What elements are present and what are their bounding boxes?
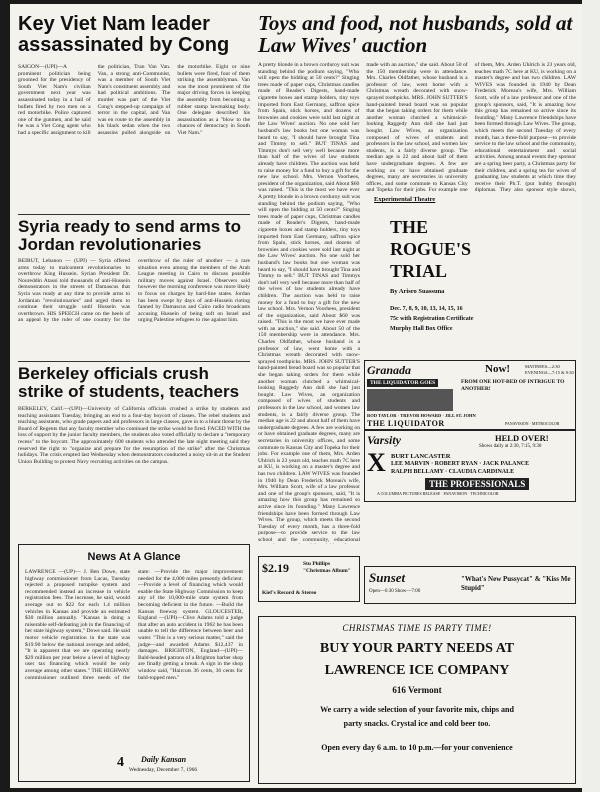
syria-headline: Syria ready to send arms to Jordan revolutionaries [18,217,241,254]
theatre-title-2: ROGUE'S [390,239,472,259]
kiefs-product: Stu Phillips "Christmas Album" [303,561,351,574]
ice-hours: Open every day 6 a.m. to 10 p.m.—for your convenience [321,743,513,752]
granada-ad [364,360,576,430]
page-edge [582,0,600,792]
theatre-ad [370,196,576,364]
ice-text-2: party snacks. Crystal ice and cold beer too. [343,719,491,728]
granada-evenings: EVENINGS—7:15 & 9:30 [525,370,574,375]
glance-title: News At A Glance [87,551,181,563]
theatre-kicker: Experimental Theatre [374,196,436,203]
ice-headline: BUY YOUR PARTY NEEDS AT [319,641,515,656]
berkeley-article: BERKELEY, Calif.—(UPI)—University of California officials crushed a strike by students and teaching assistants Tuesday, bringing an end to a four-day boycott of classes. The rebel students and teaching assistants, who grade papers and aid professors in large classes, gave in to a blunt threat by the Board of Regents that any faculty member who continued the strike would be fired. FACED WITH the loss of support by the junior faculty members, the students also voted officially to declare a "temporary recess" to the boycott. The approximately 600 students who attended the late night meeting said they reserved the right to "organize and prepare for the resumption of the strike" after the Christmas holidays. The crisis erupted last Wednesday when demonstrators conducted a noisy sit-in at the Student Union Building to protest Navy recruiting activities on the campus. [18,406,250,465]
ice-text-1: We carry a wide selection of your favorite mix, chips and [320,705,514,714]
divider [18,361,250,362]
news-at-a-glance-box [18,544,250,782]
ice-address: 616 Vermont [392,685,442,695]
granada-cast: ROD TAYLOR · TREVOR HOWARD · JILL ST. JOHN [367,413,476,418]
ice-banner: CHRISTMAS TIME IS PARTY TIME! [342,623,492,633]
divider [18,214,250,215]
kiefs-store: Kief's Record & Stereo [262,590,317,596]
varsity-name: Varsity [367,433,402,447]
toys-article-continued: A pretty blonde in a brown corduroy suit was standing behind the podium saying, "Who will open the bidding at 50 cents?" Singing trees made of paper cups, Christmas candles made of Reader's Digests, hand-made cigarette boxes and stamp holders, tiny toys imported from East Germany, saffron spice from Spain, stick horses, and dozens of brownies and cookies were sold last night at the Law Wives' auction. No one sold her husband's law books but one woman was heard to say, "I should have brought Tina and Timmy to sell." BUT TINAS and Timmys don't sell very well because more than half of the wives of law students already have children. The auction was held to raise money for a fund to buy a gift for the new law school. Mrs. Vernon Voorhees, president of the organization, said About $60 was raised. "This is the most we have ever made with an auction," she said. About 50 of the 150 membership were in attendance. Mrs. Charles Oldfather, whose husband is a professor of law, went home with a Christmas wreath decorated with snow-sprayed toothpicks. MRS. JOHN SUTTER'S hand-painted bread board was so popular that she began taking orders for them while another woman clutched a whimsical-looking Raggedy Ann doll she had just bought. Law Wives, an organization composed of wives of students and professors in the law school, and women law students, is a fairly diverse group. The median age is 22 and about half of them have undergraduate degrees. A few are working on or have obtained graduate degrees, many are secretaries in university offices, and some commute to Kansas City and Topeka for their jobs. For example one of them, Mrs. Arden Uhlrich is 23 years old, teaches math 7C here at KU, is working on a master's degree and has two children. LAW WIVES was founded in 1940 by Dean Frederick Moreau's wife, Mrs. William Scott, wife of a law professor and one of the group's sponsors, said, "It is amazing how this group has remained so active since its founding." Many Lawrence friendships have been formed through Law Wives. The group, which meets the second Tuesday of every month, has a three-fold purpose—to provide service to the law school and the community, educational [258,194,360,543]
vietnam-article: SAIGON—(UPI)—A prominent politician being groomed for the presidency of South Viet Nam's civilian government next year was assassinated today in a hail of bullets fired by two men on a red motorbike. Police captured one of the gunmen, and he said he was a Viet Cong agent who had a specific assignment to kill the politician, Tran Van Van. Van, a strong anti-Communist, was a member of South Viet Nam's constituent assembly and had political ambitions. The murder was part of the Viet Cong's stepped-up campaign of terror in the capital, and Van was en route to the assembly in his black sedan when the two assassins pulled alongside on the motorbike. Eight or nine bullets were fired, four of them striking the assemblyman. Van was the most prominent of the major driving forces in keeping the assembly from becoming a rubber stamp lawmaking body. One delegate described his assassination as a "blow to the chances of democracy in South Viet Nam." [18,64,250,136]
issue-date: Wednesday, December 7, 1966 [129,767,198,773]
sunset-name: Sunset [369,570,406,585]
varsity-credit: A COLUMBIA PICTURES RELEASE · PANAVISION · TECHNICOLOR [377,491,499,496]
theatre-title-1: THE [390,217,429,237]
granada-name: Granada [367,363,412,377]
sunset-showtimes: Open—6:30 Show—7:00 [369,589,421,594]
syria-article: BEIRUT, Lebanon — (UPI) — Syria offered arms today to malcontent revolutionaries to overthrow King Hussein. Syrian President Dr. Noureddin Atassi told thousands of anti-Hussein demonstrators in the streets of Damascus that Syria was ready at any time to provide arms to Jordanian "revolutionaries" and urged them to continue their struggle until Hussein was overthrown. HIS SPEECH came on the heels of an appeal by the ruler of one country for the overthrow of the ruler of another — a rare situation even among the members of the Arab League meeting in Cairo to discuss possible military moves against Israel. Observers said however the morning conference was more likely to focus on charges by hard-line states. Jordan has been swept by days of anti-Hussein rioting fanned by Damascus and Cairo radio broadcasts accusing Hussein of being soft on Israel and urging Palestine refugees to rise against him. [18,258,250,324]
varsity-ad [364,430,576,502]
sunset-ad [364,566,576,604]
theatre-title-3: TRIAL [390,261,448,281]
lawrence-ice-ad [258,616,576,784]
vietnam-headline: Key Viet Nam leader assassinated by Cong [18,13,230,56]
theatre-dates: Dec. 7, 8, 9, 10, 13, 14, 15, 16 [390,306,463,312]
page-footer [117,755,249,779]
toys-headline: Toys and food, not husbands, sold at Law Wives' auction [258,11,573,58]
granada-tagline-1: THE LIQUIDATOR GOES [367,379,438,387]
varsity-cast-2: LEE MARVIN · ROBERT RYAN · JACK PALANCE [391,461,530,467]
varsity-movie-title: THE PROFESSIONALS [425,478,529,490]
granada-matinees: MATINEES—2:30 [525,364,560,369]
theatre-venue: Murphy Hall Box Office [390,326,453,332]
toys-article-top: A pretty blonde in a brown corduroy suit was standing behind the podium saying, "Who will open the bidding at 50 cents?" Singing trees made of paper cups, Christmas candles made of Reader's Digests, hand-made cigarette boxes and stamp holders, tiny toys imported from East Germany, saffron spice from Spain, stick horses, and dozens of brownies and cookies were sold last night at the Law Wives' auction. No one sold her husband's law books but one woman was heard to say, "I should have brought Tina and Timmy to sell." BUT TINAS and Timmys don't sell very well because more than half of the wives of law students already have children. The auction was held to raise money for a fund to buy a gift for the new law school. Mrs. Vernon Voorhees, president of the organization, said About $60 was raised. "This is the most we have ever made with an auction," she said. About 50 of the 150 membership were in attendance. Mrs. Charles Oldfather, whose husband is a professor of law, went home with a Christmas wreath decorated with snow-sprayed toothpicks. MRS. JOHN SUTTER'S hand-painted bread board was so popular that she began taking orders for them while another woman clutched a whimsical-looking Raggedy Ann doll she had just bought. Law Wives, an organization composed of wives of students and professors in the law school, and women law students, is a fairly diverse group. The median age is 22 and about half of them have undergraduate degrees. A few are working on or have obtained graduate degrees, many are secretaries in university offices, and some commute to Kansas City and Topeka for their jobs. For example one of them, Mrs. Arden Uhlrich is 23 years old, teaches math 7C here at KU, is working on a master's degree and has two children. LAW WIVES was founded in 1940 by Dean Frederick Moreau's wife, Mrs. William Scott, wife of a law professor and one of the group's sponsors, said, "It is amazing how this group has remained so active since its founding." Many Lawrence friendships have been formed through Law Wives. The group, which meets the second Tuesday of every month, has a three-fold purpose—to provide service to the law school and the community, educational entertainment and social activities. Among annual events they sponsor are a spring beer party, a Christmas party for their children, and a spring tea for wives of graduating law students at which time they receive their Ph.T. (put hubby through) diplomas. They also sponsor style shows, [258,62,576,194]
newspaper-page [10,4,582,788]
varsity-held-over: HELD OVER! [495,433,549,443]
sunset-feature: "What's New Pussycat" & "Kiss Me Stupid" [461,575,571,592]
varsity-cast-3: RALPH BELLAMY · CLAUDIA CARDINALE [391,469,515,475]
page-number: 4 [117,755,124,770]
granada-now: Now! [485,363,511,375]
movie-still-image [367,389,453,411]
berkeley-headline: Berkeley officials crush strike of students, teachers [18,364,240,401]
granada-movie-title: THE LIQUIDATOR [367,419,445,428]
x-glyph-icon: X [367,448,386,477]
paper-name: Daily Kansan [141,755,187,764]
varsity-times: Shows daily at 2:30, 7:15, 9:30 [479,444,542,449]
kiefs-price: $2.19 [262,561,289,575]
granada-format: PANAVISION · METROCOLOR [505,421,560,426]
theatre-price: 75c with Registration Certificate [390,316,474,322]
granada-logo [367,363,433,377]
granada-tagline-2: FROM ONE HOT-BED OF INTRIGUE TO ANOTHER! [461,379,565,392]
glance-article: LAWRENCE —(UP)— J. Ben Dowe, state highway commissioner from Lucas, Tuesday rejected a proposed turnpike system and recommended instead an increase in vehicle registration fees. The increase, he said, would average out to $22 for each 1.4 million vehicles in Kansas and provide an estimated $30 million annually. "Kansas is doing a miserable self-defeating job in the financing of her state highway system," Dowe said. He said motor vehicle registration in the state was $19.90 below the national average and added, "It is apparent that we are operating nearly $29 million per year below a level of highway user tax financing which would be only average among other states." THE HIGHWAY commissioner outlined three needs of the state: —Provide the major improvement needed for the 4,000 miles presently deficient. —Provide a level of financing which would enable the State Highway Commission to keep any of the 10,000-mile state system from becoming deficient in the future. —Build the Kansas freeway system. GLOUCESTER, England —(UPI)—Clive Adams told a judge that after an auto accident in 1962 he has been unable to tell the difference between beer and water. "This is a very serious matter," said the judge—and awarded Adams $12,437 in damages. BRIGHTON, England—(UPI)—Bald-headed patrons of a Brighton barber shop are finally getting a break. A sign in the shop window said, "Haircuts 36 cents, 36 cents for bald-topped men." [25,569,243,681]
theatre-author: By Arisro Suassuna [390,288,445,295]
ice-company: LAWRENCE ICE COMPANY [324,663,510,678]
kiefs-ad [258,556,360,602]
varsity-cast-1: BURT LANCASTER [391,453,451,460]
